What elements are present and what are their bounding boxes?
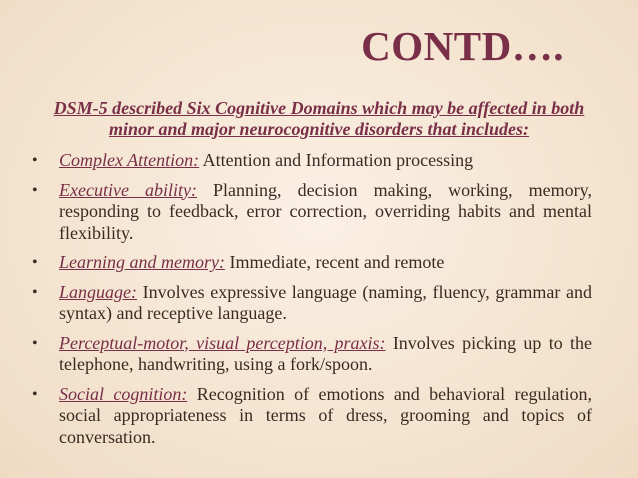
bullet-icon: • (32, 385, 38, 403)
domain-description: Planning, decision making, working, memory, responding to feedback, error correction, overriding habits and mental flexibility. (59, 179, 592, 243)
bullet-icon: • (32, 181, 38, 199)
domain-term: Executive ability: (59, 179, 197, 200)
domain-term: Social cognition: (59, 383, 188, 404)
domain-term: Learning and memory: (59, 252, 225, 272)
bullet-icon: • (32, 334, 38, 352)
list-item (32, 252, 592, 274)
domain-description: Immediate, recent and remote (224, 252, 445, 272)
slide-subtitle: DSM-5 described Six Cognitive Domains which may be affected in both minor and major neurocognitive disorders that includes: (53, 98, 585, 139)
slide-title: CONTD…. (361, 23, 564, 69)
list-item (32, 180, 592, 245)
domain-description: Recognition of emotions and behavioral regulation, social appropriateness in terms of dress, grooming and topics of conversation. (59, 383, 592, 447)
domain-term: Perceptual-motor, visual perception, praxis: (59, 332, 386, 353)
list-item (32, 150, 592, 172)
domain-list (32, 150, 592, 456)
bullet-icon: • (32, 254, 38, 271)
domain-term: Language: (59, 281, 137, 302)
domain-description: Involves expressive language (naming, fluency, grammar and syntax) and receptive language. (59, 281, 592, 323)
domain-term: Complex Attention: (59, 150, 200, 170)
domain-description: Attention and Information processing (199, 150, 474, 170)
bullet-icon: • (32, 283, 38, 301)
list-item (32, 384, 592, 449)
list-item (32, 333, 592, 376)
domain-description: Involves picking up to the telephone, handwriting, using a fork/spoon. (59, 332, 592, 374)
bullet-icon: • (32, 152, 38, 169)
list-item (32, 282, 592, 325)
